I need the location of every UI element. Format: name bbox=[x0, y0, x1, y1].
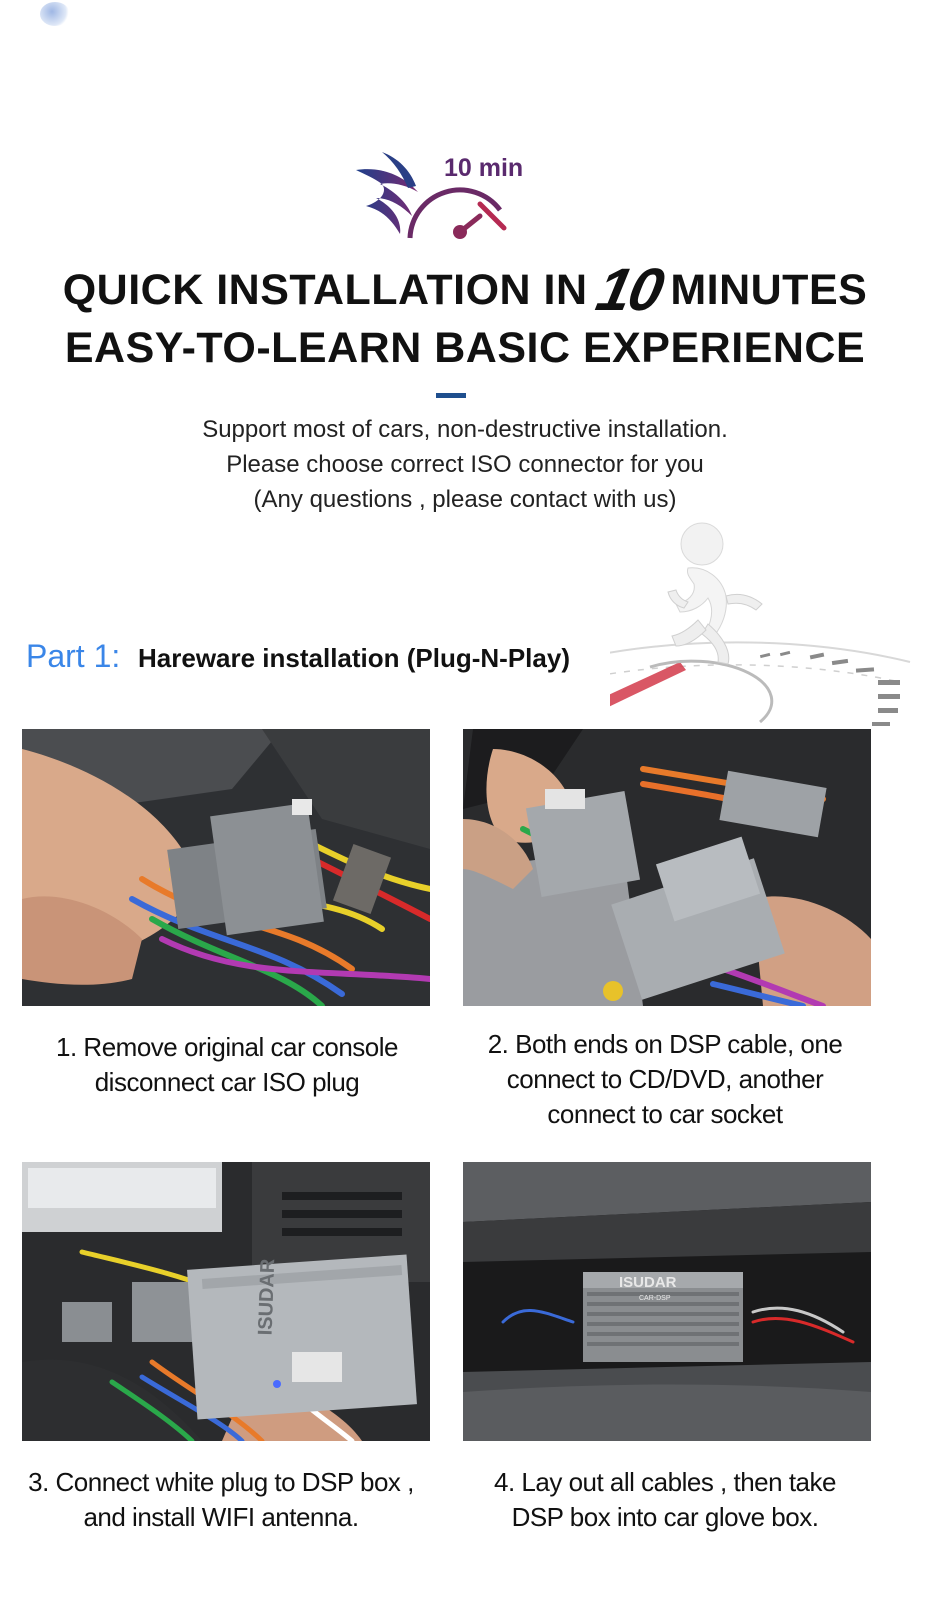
headline-suffix: MINUTES bbox=[670, 266, 868, 314]
step1-line1: 1. Remove original car console bbox=[56, 1032, 398, 1062]
step3-line1: 3. Connect white plug to DSP box , bbox=[28, 1467, 414, 1497]
box-sub-text: CAR-DSP bbox=[639, 1295, 671, 1302]
step4-caption bbox=[455, 1465, 875, 1535]
step2-line3: connect to car socket bbox=[547, 1099, 783, 1129]
headline-prefix: QUICK INSTALLATION IN bbox=[62, 266, 588, 314]
step1-photo bbox=[22, 729, 430, 1006]
divider bbox=[436, 393, 466, 398]
description-line2: Please choose correct ISO connector for you bbox=[226, 451, 704, 478]
step4-line1: 4. Lay out all cables , then take bbox=[494, 1467, 836, 1497]
step2-photo bbox=[463, 729, 871, 1006]
step4-photo bbox=[463, 1162, 871, 1441]
step2-line1: 2. Both ends on DSP cable, one bbox=[487, 1029, 843, 1059]
ten-minute-badge bbox=[352, 148, 552, 248]
box-brand-text: ISUDAR bbox=[619, 1274, 677, 1291]
step3-photo bbox=[22, 1162, 430, 1441]
step1-line2: disconnect car ISO plug bbox=[94, 1067, 360, 1097]
headline-line1 bbox=[0, 258, 930, 322]
decorative-blob bbox=[40, 2, 70, 26]
badge-label: 10 min bbox=[444, 154, 524, 182]
description-line3: (Any questions , please contact with us) bbox=[253, 486, 677, 513]
part-title: Hareware installation (Plug-N-Play) bbox=[138, 643, 570, 673]
step2-line2: connect to CD/DVD, another bbox=[506, 1064, 824, 1094]
description-line1: Support most of cars, non-destructive installation. bbox=[202, 416, 728, 443]
box-brand-text: ISUDAR bbox=[254, 1258, 280, 1336]
step4-line2: DSP box into car glove box. bbox=[511, 1502, 819, 1532]
step3-caption bbox=[6, 1465, 436, 1535]
step3-line2: and install WIFI antenna. bbox=[83, 1502, 359, 1532]
headline-line2: EASY-TO-LEARN BASIC EXPERIENCE bbox=[64, 324, 866, 372]
headline-number: 10 bbox=[590, 256, 668, 323]
part-label: Part 1: bbox=[26, 638, 121, 674]
step1-caption bbox=[12, 1030, 442, 1100]
step2-caption bbox=[455, 1027, 875, 1132]
